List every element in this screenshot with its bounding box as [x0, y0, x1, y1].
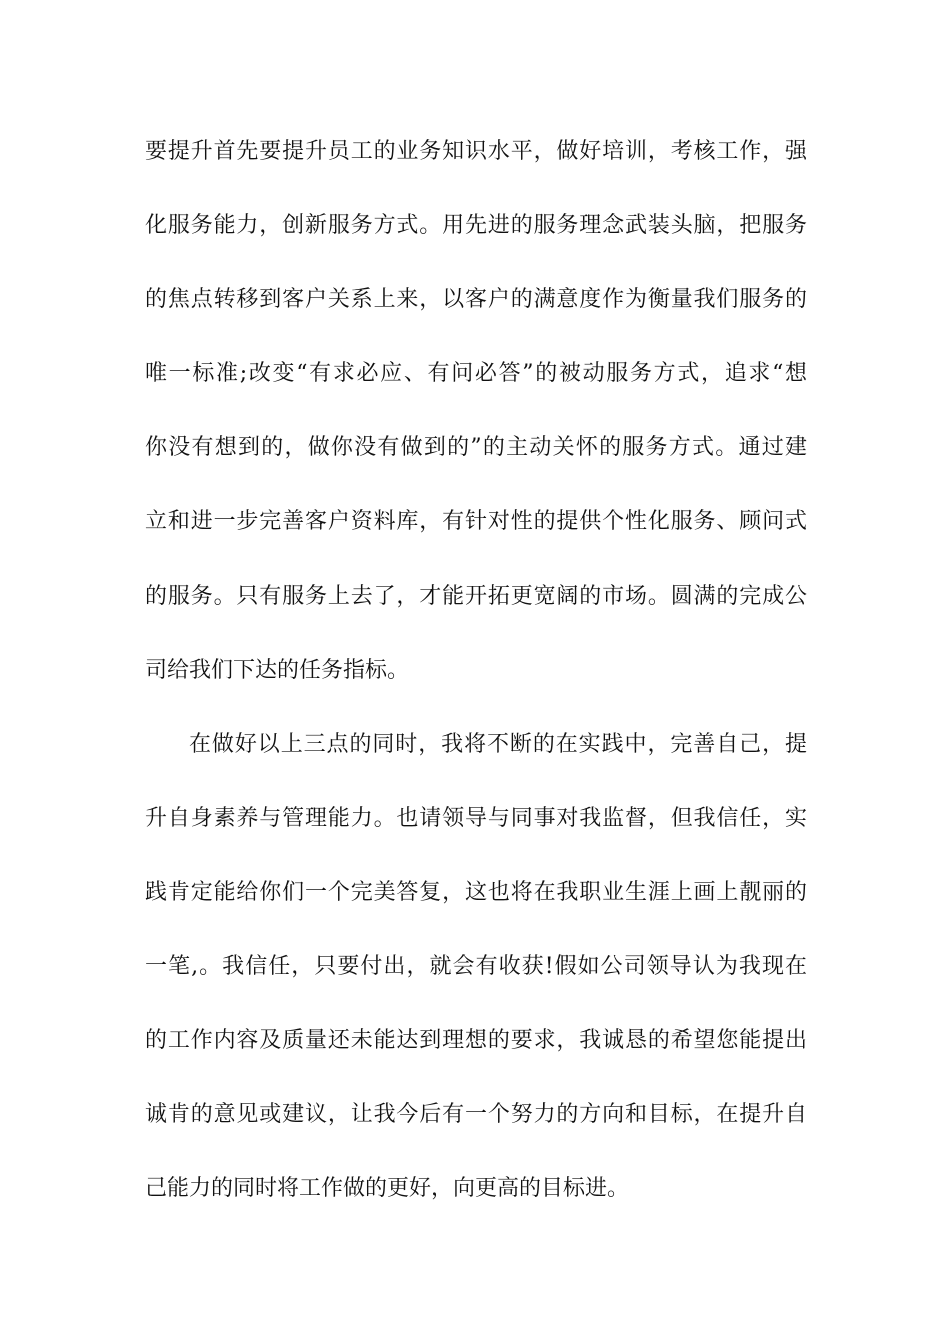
text-line: 在做好以上三点的同时，我将不断的在实践中，完善自己，提	[189, 731, 807, 757]
text-line: 诚肯的意见或建议，让我今后有一个努力的方向和目标，在提升自	[145, 1102, 807, 1128]
text-line: 升自身素养与管理能力。也请领导与同事对我监督，但我信任，实	[145, 805, 807, 831]
text-line: 的服务。只有服务上去了，才能开拓更宽阔的市场。圆满的完成公	[145, 583, 807, 609]
text-line: 司给我们下达的任务指标。	[145, 657, 410, 683]
text-line: 一笔,。我信任，只要付出，就会有收获!假如公司领导认为我现在	[145, 954, 807, 980]
text-line: 的工作内容及质量还未能达到理想的要求，我诚恳的希望您能提出	[145, 1028, 807, 1054]
text-line: 践肯定能给你们一个完美答复，这也将在我职业生涯上画上靓丽的	[145, 879, 807, 905]
text-line: 的焦点转移到客户关系上来，以客户的满意度作为衡量我们服务的	[145, 287, 807, 313]
text-line: 唯一标准;改变“有求必应、有问必答”的被动服务方式，追求“想	[145, 361, 807, 387]
text-line: 立和进一步完善客户资料库，有针对性的提供个性化服务、顾问式	[145, 509, 807, 535]
text-line: 你没有想到的，做你没有做到的”的主动关怀的服务方式。通过建	[145, 435, 807, 461]
text-line: 己能力的同时将工作做的更好，向更高的目标进。	[145, 1176, 630, 1202]
body-text	[145, 134, 807, 1245]
text-line: 化服务能力，创新服务方式。用先进的服务理念武装头脑，把服务	[145, 213, 807, 239]
text-line: 要提升首先要提升员工的业务知识水平，做好培训，考核工作，强	[145, 139, 807, 164]
